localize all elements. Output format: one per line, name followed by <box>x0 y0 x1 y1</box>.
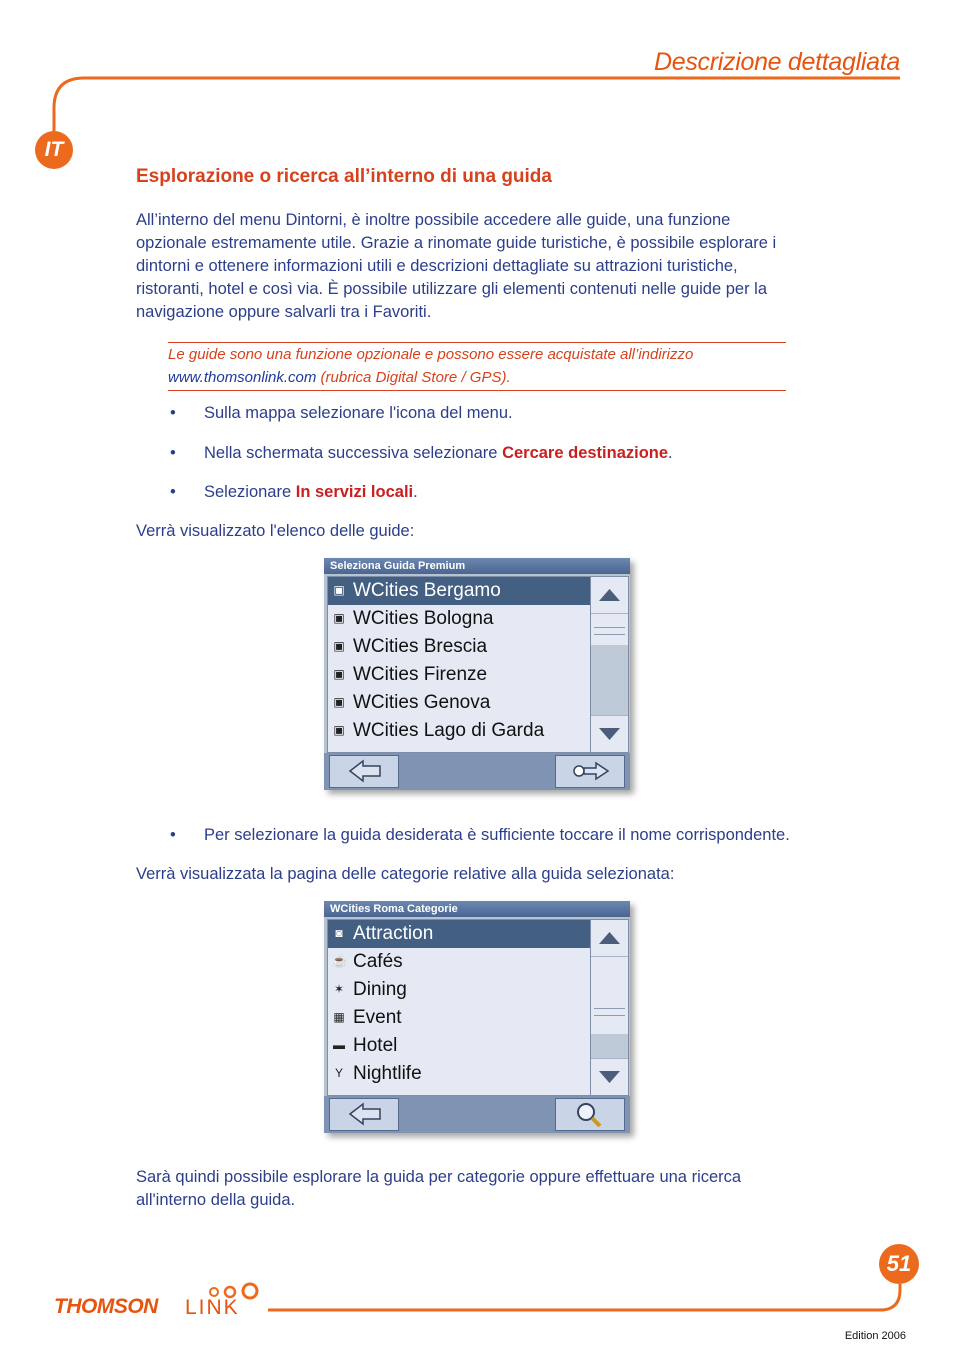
intro-paragraph: All’interno del menu Dintorni, è inoltre possibile accedere alle guide, una funzione opzionale estremamente utile. Grazie a rinomate guide turistiche, è possibile esplorare i dintorni e ottenere informazioni utili e descrizioni dettagliate su attrazioni turistiche, ristoranti, hotel e così via. È possibile utilizzare gli elementi contenuti nelle guide per la navigazione oppure salvarli tra i Favoriti. <box>136 211 777 321</box>
note-link[interactable]: www.thomsonlink.com <box>168 369 317 386</box>
scroll-up-button[interactable] <box>591 920 628 957</box>
category-list-screen <box>324 901 630 1133</box>
bullet-text: Per selezionare la guida desiderata è sufficiente toccare il nome corrispondente. <box>204 826 790 844</box>
paragraph: Verrà visualizzata la pagina delle categorie relative alla guida selezionata: <box>136 865 675 883</box>
list-item[interactable]: ▦ Event <box>333 1007 402 1028</box>
list-item[interactable]: ▬ Hotel <box>333 1035 398 1056</box>
scroll-thumb[interactable] <box>591 1034 628 1058</box>
list-item[interactable]: ◙ Attraction <box>328 920 590 948</box>
scrollbar[interactable] <box>590 576 629 753</box>
bullet-dot: • <box>170 483 176 501</box>
page-number: 51 <box>879 1244 919 1284</box>
bed-icon: ▬ <box>333 1038 345 1052</box>
arrow-down-icon <box>591 1059 628 1095</box>
guide-list-screen <box>324 558 630 790</box>
category-list <box>327 919 591 1096</box>
bullet-dot: • <box>170 404 176 422</box>
bullet-text: Selezionare In servizi locali. <box>204 483 418 501</box>
coffee-cup-icon: ☕ <box>332 954 347 968</box>
dining-icon: ✶ <box>333 982 345 996</box>
page-header-title: Descrizione dettagliata <box>653 48 900 76</box>
back-button[interactable] <box>329 755 399 788</box>
list-item[interactable]: ▣ WCities Bergamo <box>328 577 590 605</box>
list-item[interactable]: ▣ WCities Bologna <box>333 608 494 629</box>
list-item[interactable]: ✶ Dining <box>333 979 407 1000</box>
logo-rings-icon <box>208 1282 264 1302</box>
scroll-thumb[interactable] <box>591 645 628 715</box>
edition-label: Edition 2006 <box>844 1330 906 1342</box>
arrow-up-icon <box>591 577 628 613</box>
bullet-dot: • <box>170 444 176 462</box>
highlight-term: Cercare destinazione <box>502 444 669 462</box>
scroll-down-button[interactable] <box>591 715 628 752</box>
language-badge: IT <box>35 131 73 169</box>
scrollbar[interactable] <box>590 919 629 1096</box>
note-box <box>168 342 786 391</box>
screen-title: Seleziona Guida Premium <box>324 558 630 574</box>
arrow-down-icon <box>591 716 628 752</box>
forward-arrow-icon <box>556 756 624 787</box>
back-arrow-icon <box>330 1099 398 1130</box>
list-item[interactable]: ▣ WCities Lago di Garda <box>333 720 545 741</box>
calendar-icon: ▦ <box>333 1010 345 1024</box>
brand-logo-link: LINK <box>185 1296 240 1319</box>
list-item[interactable]: ▣ WCities Brescia <box>333 636 488 657</box>
arrow-up-icon <box>591 920 628 956</box>
back-arrow-icon <box>330 756 398 787</box>
paragraph: Sarà quindi possibile esplorare la guida per categorie oppure effettuare una ricerca all'interno della guida. <box>136 1168 742 1209</box>
list-item[interactable]: ▣ WCities Genova <box>333 692 491 713</box>
screen-toolbar <box>324 753 630 790</box>
scroll-up-button[interactable] <box>591 577 628 614</box>
cocktail-icon: Y <box>334 1066 343 1080</box>
paragraph: Verrà visualizzato l'elenco delle guide: <box>136 522 415 540</box>
brand-logo-thomson: THOMSON <box>54 1295 158 1318</box>
guide-icon: ▣ <box>333 611 345 625</box>
note-rest: (rubrica Digital Store / GPS). <box>316 369 511 386</box>
list-item[interactable]: ☕ Cafés <box>332 951 403 972</box>
list-item[interactable]: Y Nightlife <box>328 1060 590 1088</box>
scroll-grip <box>594 627 625 635</box>
bullet-text: Sulla mappa selezionare l'icona del menu. <box>204 404 513 422</box>
section-title: Esplorazione o ricerca all’interno di una guida <box>136 166 552 187</box>
guide-icon: ▣ <box>333 639 345 653</box>
guide-icon: ▣ <box>333 695 345 709</box>
scroll-down-button[interactable] <box>591 1058 628 1095</box>
bullet-dot: • <box>170 826 176 844</box>
guide-icon: ▣ <box>333 667 345 681</box>
guide-list <box>327 576 591 753</box>
camera-icon: ◙ <box>335 926 343 940</box>
back-button[interactable] <box>329 1098 399 1131</box>
screen-toolbar <box>324 1096 630 1133</box>
highlight-term: In servizi locali <box>295 483 414 501</box>
screen-title: WCities Roma Categorie <box>324 901 630 917</box>
scroll-grip <box>594 1008 625 1016</box>
search-icon <box>556 1099 624 1130</box>
search-button[interactable] <box>555 1098 625 1131</box>
guide-icon: ▣ <box>333 723 345 737</box>
next-button[interactable] <box>555 755 625 788</box>
bullet-text: Nella schermata successiva selezionare Cercare destinazione. <box>204 444 673 462</box>
note-text: Le guide sono una funzione opzionale e possono essere acquistate all’indirizzo <box>168 346 694 363</box>
list-item[interactable]: ▣ WCities Firenze <box>333 664 488 685</box>
guide-icon: ▣ <box>333 583 345 597</box>
